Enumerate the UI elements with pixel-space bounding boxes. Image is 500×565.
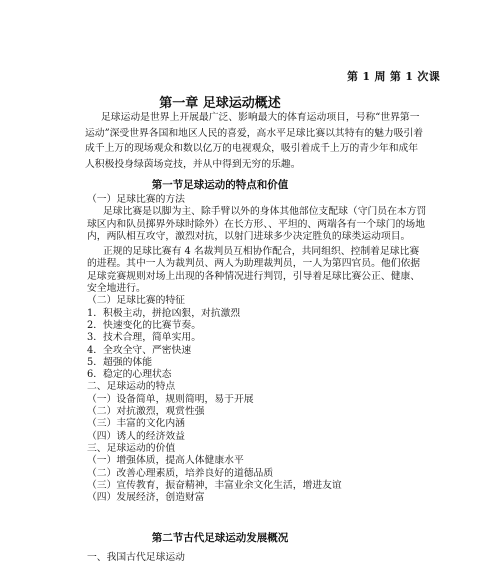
week-label: 第 1 周 第 1 次课 — [346, 70, 440, 83]
characteristics-list — [87, 394, 427, 443]
paragraph-match-method: 足球比赛是以脚为主、除手臂以外的身体其他部位支配球（守门员在本方罚球区内和队员掷界外球时除外）在长方形、、平坦的、两端各有一个球门的场地内，两队相互攻守，激烈对抗，以射门进球多少决定胜负的球类运动项目。 — [87, 206, 427, 242]
list-item: （一）设备简单，规则简明，易于开展 — [87, 393, 254, 405]
list-item: （二）改善心理素质，培养良好的道德品质 — [87, 467, 274, 479]
section-1-title: 第一节足球运动的特点和价值 — [151, 179, 289, 191]
features-list — [87, 308, 427, 382]
list-item: （二）对抗激烈，观赏性强 — [87, 406, 205, 418]
heading-characteristics: 二、足球运动的特点 — [87, 381, 176, 393]
section-1-body — [87, 194, 427, 504]
chapter-title: 第一章 足球运动概述 — [159, 96, 281, 111]
list-item: 6．稳定的心理状态 — [87, 369, 172, 381]
list-item: （四）发展经济，创造财富 — [87, 492, 205, 504]
list-item: （三）丰富的文化内涵 — [87, 418, 185, 430]
list-item: 2．快速变化的比赛节奏。 — [87, 319, 201, 331]
list-item: （四）诱人的经济效益 — [87, 430, 185, 442]
list-item: 4．全攻全守、严密快速 — [87, 344, 192, 356]
subheading-methods: （一）足球比赛的方法 — [87, 194, 185, 205]
list-item: 1．积极主动，拼抢凶狠，对抗激烈 — [87, 307, 241, 319]
values-list — [87, 455, 427, 504]
paragraph-referees: 正规的足球比赛有 4 名裁判员互相协作配合，共同组织、控制着足球比赛的进程。其中一人为裁判员、两人为助理裁判员，一人为第四官员。他们依据足球竞赛规则对场上出现的各种情况进行判罚，引导着足球比赛公正、健康、安全地进行。 — [87, 246, 421, 295]
intro-paragraph: 足球运动是世界上开展最广泛、影响最大的体育运动项目，号称“世界第一运动”深受世界各国和地区人民的喜爱，高水平足球比赛以其特有的魅力吸引着成千上万的现场观众和数以亿万的电视观众，吸引着成千上万的青少年和成年人积极投身绿茵场竞技，并从中得到无穷的乐趣。 — [85, 112, 424, 170]
section-2-partial-heading: 一、我国古代足球运动 — [87, 552, 185, 563]
subheading-features: （二）足球比赛的特征 — [87, 295, 185, 307]
heading-values: 三、足球运动的价值 — [87, 442, 176, 454]
list-item: （三）宣传教育，振奋精神，丰富业余文化生活，增进友谊 — [87, 479, 342, 491]
list-item: 5．超强的体能 — [87, 356, 153, 368]
section-2-title: 第二节古代足球运动发展概况 — [151, 532, 289, 544]
list-item: 3．技术合理，简单实用。 — [87, 332, 201, 344]
list-item: （一）增强体质，提高人体健康水平 — [87, 455, 244, 467]
